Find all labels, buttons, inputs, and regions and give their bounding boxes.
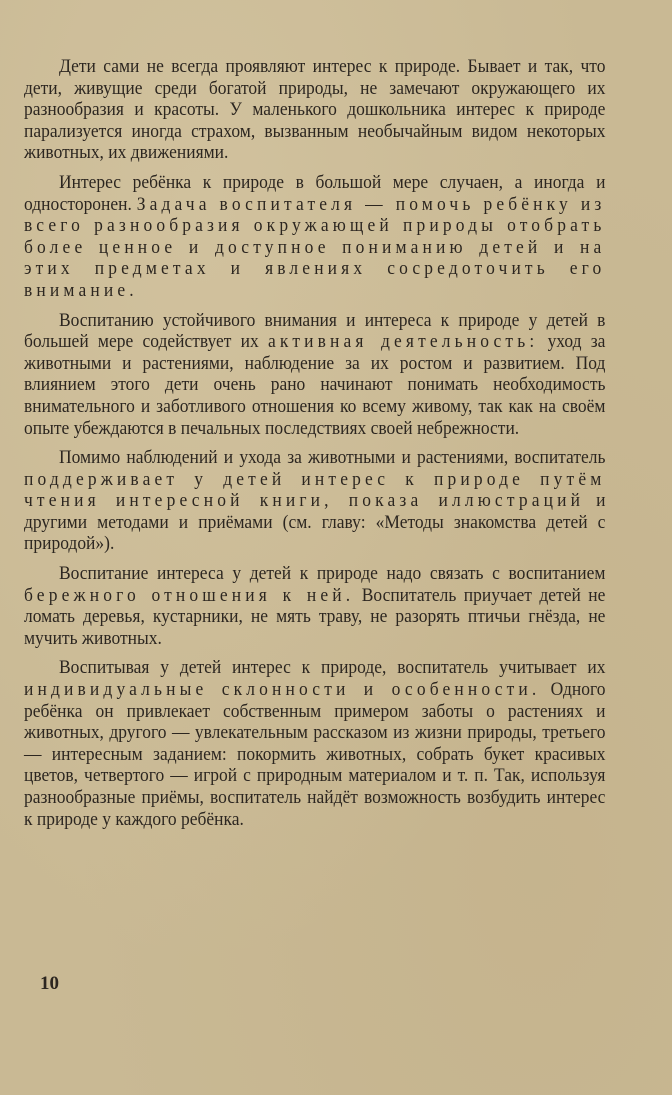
paragraph-text: Помимо наблюдений и ухода за животными и растениями, воспитатель [58,447,606,469]
paragraph-text: Воспитание интереса у детей к природе надо связать с воспитанием [58,563,606,585]
paragraph-text: Воспитатель приучает детей не ломать деревья, кустарники, не мять траву, не разорять птичьи гнёзда, не мучить животных. [24,584,606,649]
spaced-emphasis-text: бережного отношения к ней. [24,584,355,606]
paragraph-text: Интерес ребёнка к природе в большой мере случаен, а иногда и односторонен. [24,171,606,215]
paragraph-text: Воспитывая у детей интерес к природе, воспитатель учитывает их [58,657,606,679]
spaced-emphasis-text: Задача воспитателя — помочь ребёнку из всего разнообразия окружающей природы отобрать более ценное и доступное пониманию детей и на этих предметах и явлениях сосредоточить его внимание. [24,193,606,301]
text-column [24,56,605,830]
spaced-emphasis-text: активная деятельность: [268,331,539,353]
paragraph-text: Одного ребёнка он привлекает собственным примером заботы о растениях и животных, другого — увлекательным рассказом из жизни природы, третьего — интересным заданием: покормить животных, собрать букет красивых цветов, четвертого — игрой с природным материалом и т. п. Так, используя разнообразные приёмы, воспитатель найдёт возможность возбудить интерес к природе у каждого ребёнка. [24,679,606,830]
paragraph-text: Воспитанию устойчивого внимания и интереса к природе у детей в большей мере содействует их [24,309,606,353]
paragraph-text: уход за животными и растениями, наблюдение за их ростом и развитием. Под влиянием этого дети очень рано начинают понимать необходимость внимательного и заботливого отношения ко всему живому, так как на своём опыте убеждаются в печальных последствиях своей небрежности. [24,331,606,439]
paragraph-text: и другими методами и приёмами (см. главу: «Методы знакомства детей с природой»). [24,490,606,555]
paragraph-5 [24,563,605,649]
page-number: 10 [40,973,59,994]
spaced-emphasis-text: поддерживает у детей интерес к природе путём чтения интересной книги, показа иллюстраций [24,468,606,512]
paragraph-text: Дети сами не всегда проявляют интерес к природе. Бывает и так, что дети, живущие среди богатой природы, не замечают окружающего их разнообразия и красоты. У маленького дошкольника интерес к природе парализуется иногда страхом, вызванным необычайным видом некоторых животных, их движениями. [24,56,606,164]
book-page-text [24,56,606,838]
paragraph-4 [24,447,605,555]
paragraph-1 [24,56,605,164]
paragraph-2 [24,172,605,302]
spaced-emphasis-text: индивидуальные склонности и особенности. [24,679,541,701]
paragraph-6 [24,657,605,830]
paragraph-3 [24,310,605,440]
